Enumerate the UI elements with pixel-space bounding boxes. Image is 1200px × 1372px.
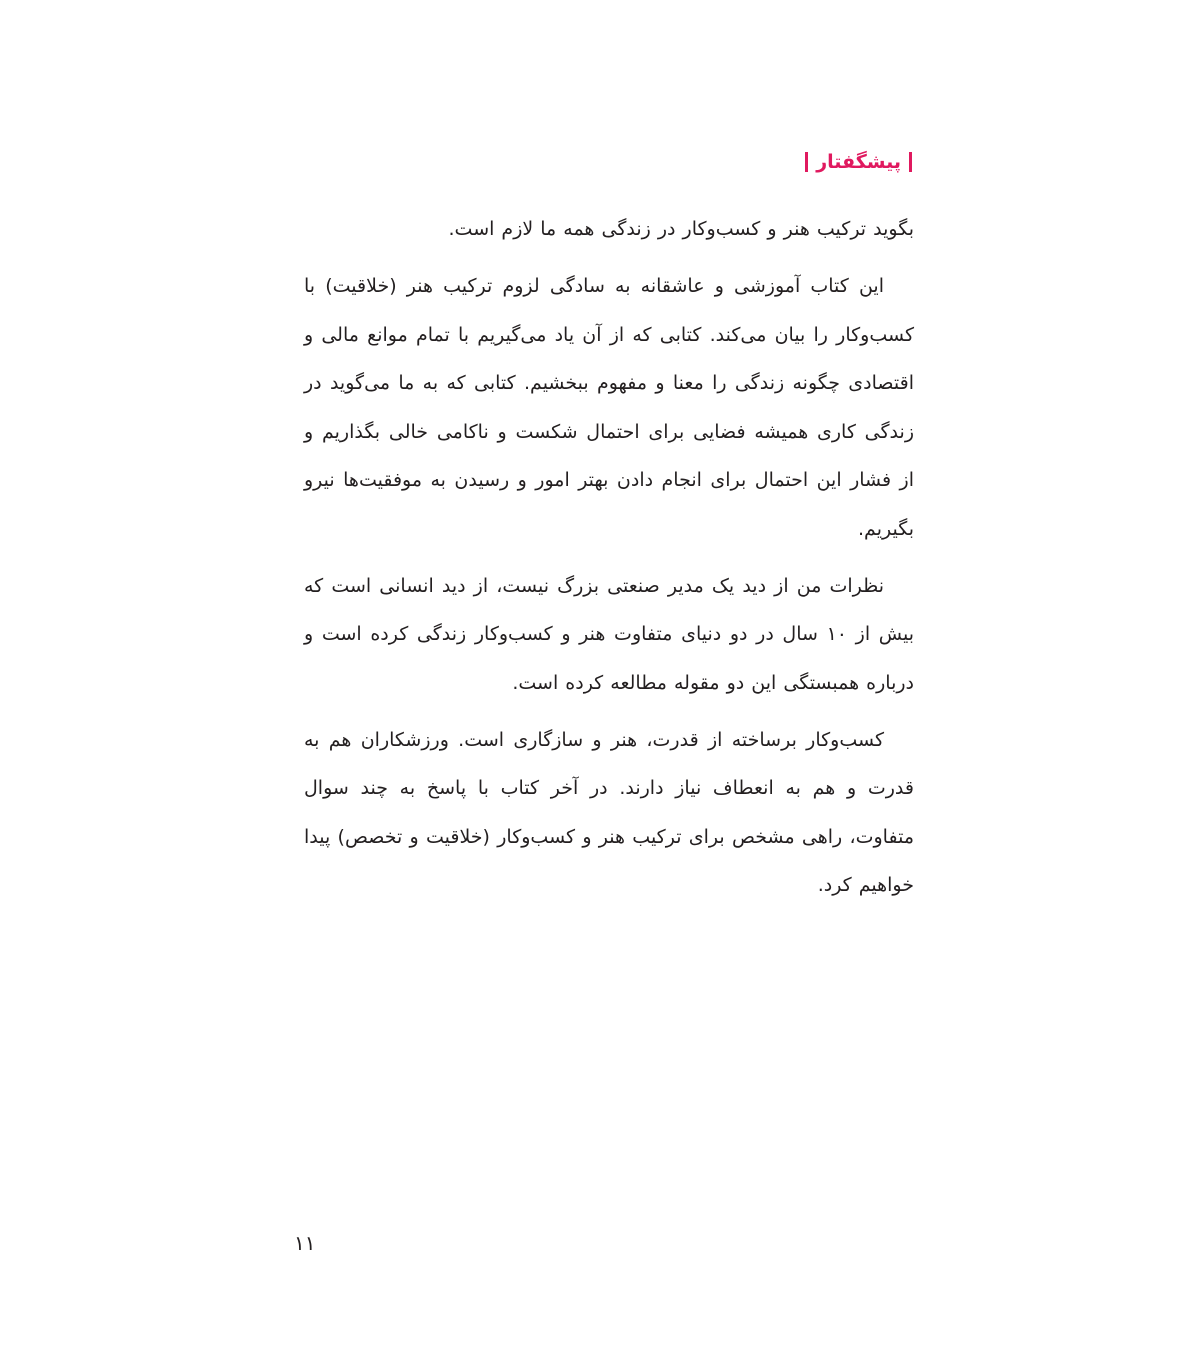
chapter-heading — [805, 144, 912, 180]
page-number: ۱۱ — [294, 1231, 316, 1255]
heading-bar-left — [805, 152, 808, 172]
heading-bar-right — [909, 152, 912, 172]
paragraph: کسب‌وکار برساخته از قدرت، هنر و سازگاری است. ورزشکاران هم به قدرت و هم به انعطاف نیاز دارند. در آخر کتاب با پاسخ به چند سوال متفاوت، راهی مشخص برای ترکیب هنر و کسب‌وکار (خلاقیت و تخصص) پیدا خواهیم کرد. — [304, 728, 914, 896]
paragraph: بگوید ترکیب هنر و کسب‌وکار در زندگی همه ما لازم است. — [448, 218, 914, 240]
paragraph: این کتاب آموزشی و عاشقانه به سادگی لزوم ترکیب هنر (خلاقیت) با کسب‌وکار را بیان می‌کند. کتابی که از آن یاد می‌گیریم با تمام موانع مالی و اقتصادی چگونه زندگی را معنا و مفهوم ببخشیم. کتابی که به ما می‌گوید در زندگی کاری همیشه فضایی برای احتمال شکست و ناکامی خالی بگذاریم و از فشار این احتمال برای انجام دادن بهتر امور و رسیدن به موفقیت‌ها نیرو بگیریم. — [304, 275, 914, 540]
body-text — [304, 205, 914, 918]
chapter-title: پیشگفتار — [816, 151, 901, 173]
paragraph: نظرات من از دید یک مدیر صنعتی بزرگ نیست، از دید انسانی است که بیش از ۱۰ سال در دو دنیای متفاوت هنر و کسب‌وکار زندگی کرده است و درباره همبستگی این دو مقوله مطالعه کرده است. — [304, 574, 914, 694]
